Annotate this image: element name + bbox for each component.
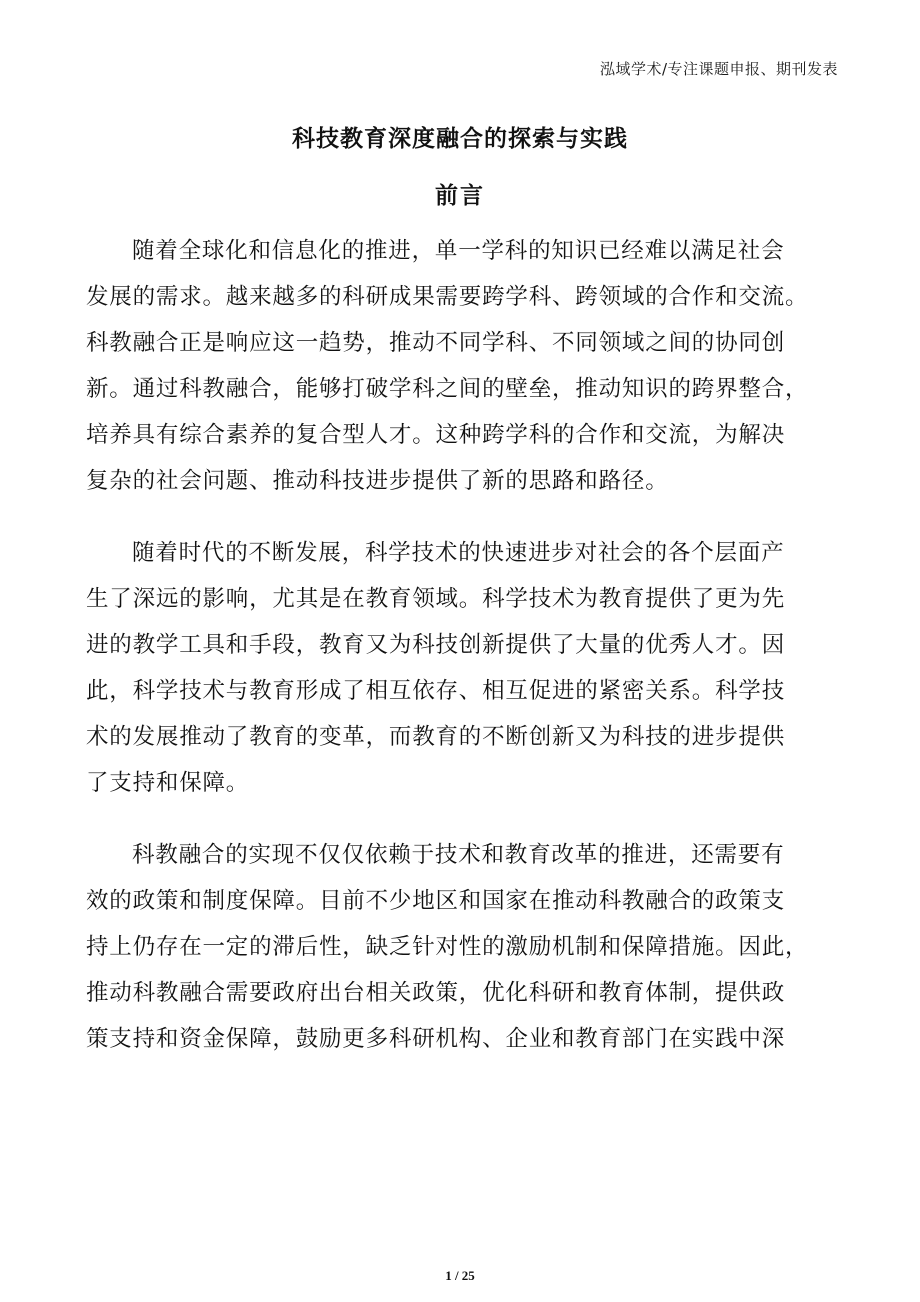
paragraph-line: 此，科学技术与教育形成了相互依存、相互促进的紧密关系。科学技	[86, 678, 786, 704]
section-heading: 前言	[435, 183, 485, 209]
paragraph-line: 培养具有综合素养的复合型人才。这种跨学科的合作和交流，为解决	[86, 422, 786, 448]
document-body	[86, 228, 846, 1088]
paragraph-line: 效的政策和制度保障。目前不少地区和国家在推动科教融合的政策支	[86, 888, 786, 914]
paragraph-line: 复杂的社会问题、推动科技进步提供了新的思路和路径。	[86, 468, 669, 494]
paragraph-line: 新。通过科教融合，能够打破学科之间的壁垒，推动知识的跨界整合，	[86, 376, 809, 402]
paragraph-line: 发展的需求。越来越多的科研成果需要跨学科、跨领域的合作和交流。	[86, 284, 809, 310]
paragraph-line: 科教融合正是响应这一趋势，推动不同学科、不同领域之间的协同创	[86, 330, 786, 356]
paragraph-1	[86, 228, 846, 504]
paragraph-line: 随着全球化和信息化的推进，单一学科的知识已经难以满足社会	[132, 238, 785, 264]
paragraph-line: 持上仍存在一定的滞后性，缺乏针对性的激励机制和保障措施。因此，	[86, 934, 809, 960]
paragraph-3	[86, 832, 846, 1062]
paragraph-line: 推动科教融合需要政府出台相关政策，优化科研和教育体制，提供政	[86, 980, 786, 1006]
paragraph-line: 了支持和保障。	[86, 770, 250, 796]
page-number: 1 / 25	[445, 1268, 475, 1283]
paragraph-line: 术的发展推动了教育的变革，而教育的不断创新又为科技的进步提供	[86, 724, 786, 750]
paragraph-line: 随着时代的不断发展，科学技术的快速进步对社会的各个层面产	[132, 540, 785, 566]
paragraph-line: 策支持和资金保障，鼓励更多科研机构、企业和教育部门在实践中深	[86, 1026, 786, 1052]
paragraph-line: 科教融合的实现不仅仅依赖于技术和教育改革的推进，还需要有	[132, 842, 785, 868]
paragraph-2	[86, 530, 846, 806]
paragraph-line: 进的教学工具和手段，教育又为科技创新提供了大量的优秀人才。因	[86, 632, 786, 658]
document-title: 科技教育深度融合的探索与实践	[292, 126, 628, 152]
paragraph-line: 生了深远的影响，尤其是在教育领域。科学技术为教育提供了更为先	[86, 586, 786, 612]
page-header-text: 泓域学术/专注课题申报、期刊发表	[599, 60, 838, 78]
